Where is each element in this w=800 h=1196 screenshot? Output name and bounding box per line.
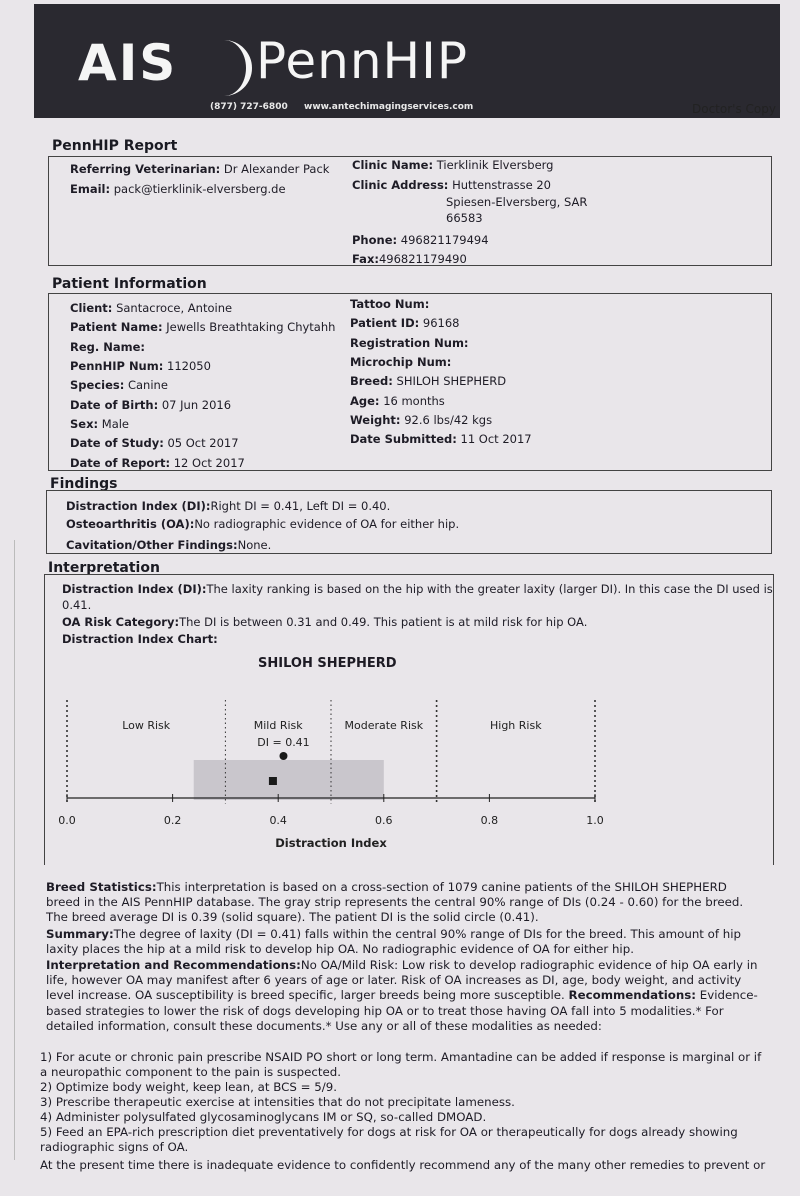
dob-row: Date of Birth: 07 Jun 2016 [70,398,232,412]
email-row: Email: pack@tierklinik-elversberg.de [70,182,286,196]
findings-oa-row: Osteoarthritis (OA):No radiographic evidence of OA for either hip. [66,517,460,531]
x-tick-label: 1.0 [586,814,604,827]
recommendations-paragraph: Interpretation and Recommendations:No OA/Mild Risk: Low risk to develop radiographic evidence of hip OA early in life, however OA may manifest after 6 years of age or later. Risk of OA increases as DI, age, body weight, and activity level increase. OA susceptibility is breed specific, larger breeds being more susceptible. Recommendations: Evidence-based strategies to lower the risk of dogs developing hip OA or to treat those having OA fall into 5 modalities.* For detailed information, consult these documents.* Use any or all of these modalities as needed: [46,958,758,1033]
risk-band-label: High Risk [490,719,542,732]
findings-di-row: Distraction Index (DI):Right DI = 0.41, Left DI = 0.40. [66,499,391,513]
closing-paragraph: At the present time there is inadequate evidence to confidently recommend any of the many other remedies to prevent or [40,1158,766,1172]
recommendation-item-4: 4) Administer polysulfated glycosaminoglycans IM or SQ, so-called DMOAD. [40,1110,487,1124]
patient-name-row: Patient Name: Jewells Breathtaking Chytahh [70,320,336,334]
oa-risk-row: OA Risk Category:The DI is between 0.31 and 0.49. This patient is at mild risk for hip OA. [62,615,588,629]
fax-row: Fax:496821179490 [352,252,467,266]
age-row: Age: 16 months [350,394,445,408]
x-tick-label: 0.2 [163,814,182,827]
x-tick-label: 0.8 [480,814,499,827]
recommendation-item-2: 2) Optimize body weight, keep lean, at BCS = 5/9. [40,1080,337,1094]
interpretation-section-title: Interpretation [48,560,160,576]
breed-range-strip [194,760,384,800]
header-website[interactable]: www.antechimagingservices.com [304,102,474,112]
clinic-address-line-3: 66583 [446,211,483,225]
risk-band-label: Moderate Risk [344,719,424,732]
header-phone: (877) 727-6800 [210,102,288,112]
patient-di-label: DI = 0.41 [257,736,310,749]
breed-statistics-paragraph: Breed Statistics:This interpretation is based on a cross-section of 1079 canine patients of the SHILOH SHEPHERD breed in the AIS PennHIP database. The gray strip represents the central 90% range of DIs (0.24 - 0.60) for the breed. The breed average DI is 0.39 (solid square). The patient DI is the solid circle (0.41). [46,880,744,925]
date-of-study-row: Date of Study: 05 Oct 2017 [70,436,239,450]
risk-band-label: Mild Risk [253,719,303,732]
patient-section-title: Patient Information [52,276,207,292]
breed-row: Breed: SHILOH SHEPHERD [350,374,507,388]
weight-row: Weight: 92.6 lbs/42 kgs [350,413,493,427]
referring-vet-row: Referring Veterinarian: Dr Alexander Pack [70,162,330,176]
recommendation-item-3: 3) Prescribe therapeutic exercise at intensities that do not precipitate lameness. [40,1095,515,1109]
phone-row: Phone: 496821179494 [352,233,489,247]
tattoo-row: Tattoo Num: [350,297,430,311]
sex-row: Sex: Male [70,417,130,431]
species-row: Species: Canine [70,378,168,392]
x-tick-label: 0.4 [269,814,287,827]
summary-paragraph: Summary:The degree of laxity (DI = 0.41) falls within the central 90% range of DIs for the breed. This amount of hip laxity places the hip at a mild risk to develop hip OA. No radiographic evidence of OA for either hip. [46,927,742,957]
recommendation-item-5: 5) Feed an EPA-rich prescription diet preventatively for dogs at risk for OA or therapeutically for dogs already showing radiographic signs of OA. [40,1125,738,1155]
breed-average-marker [269,777,277,785]
x-tick-label: 0.0 [58,814,76,827]
x-tick-label: 0.6 [375,814,393,827]
recommendation-item-1: 1) For acute or chronic pain prescribe NSAID PO short or long term. Amantadine can be added if response is marginal or if a neuropathic component to the pain is suspected. [40,1050,762,1080]
risk-band-label: Low Risk [122,719,171,732]
copy-type-label: Doctor's Copy [692,102,776,116]
clinic-name-row: Clinic Name: Tierklinik Elversberg [352,158,554,172]
client-row: Client: Santacroce, Antoine [70,301,233,315]
x-axis-label: Distraction Index [275,836,387,850]
report-section-title: PennHIP Report [52,138,178,154]
findings-cavitation-row: Cavitation/Other Findings:None. [66,538,272,552]
patient-id-row: Patient ID: 96168 [350,316,460,330]
patient-di-marker [279,752,287,760]
pennhip-logo: PennHIP [256,32,469,90]
findings-section-title: Findings [50,476,118,492]
reg-name-row: Reg. Name: [70,340,146,354]
clinic-address-row: Clinic Address: Huttenstrasse 20 [352,178,552,192]
pennhip-num-row: PennHIP Num: 112050 [70,359,211,373]
interp-di-value: 0.41. [62,598,92,612]
microchip-row: Microchip Num: [350,355,452,369]
chart-title: SHILOH SHEPHERD [258,656,397,671]
ais-logo: AIS [78,34,178,92]
date-submitted-row: Date Submitted: 11 Oct 2017 [350,432,532,446]
chart-label: Distraction Index Chart: [62,632,218,646]
registration-row: Registration Num: [350,336,469,350]
clinic-address-line-2: Spiesen-Elversberg, SAR [446,195,588,209]
date-of-report-row: Date of Report: 12 Oct 2017 [70,456,245,470]
interp-di-row: Distraction Index (DI):The laxity ranking is based on the hip with the greater laxity (larger DI). In this case the DI used is [62,582,773,596]
page-margin-line [14,540,15,1160]
